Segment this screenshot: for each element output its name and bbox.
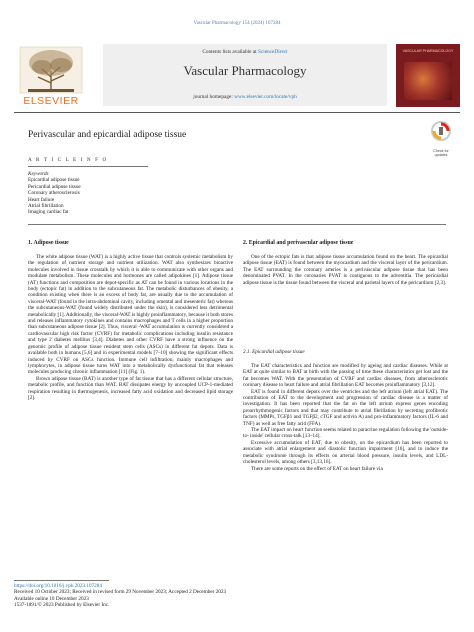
keyword-item: Coronary atherosclerosis: [28, 190, 80, 197]
keywords-block: [28, 171, 158, 216]
paragraph: Brown adipose tissue (BAT) is another type of fat tissue that has a different cellular structure, metabolic profile, and function than WAT. BAT dissipates energy by uncoupled UCP-1-mediated respiration resulting in thermogenesis, increased fatty acid oxidation and decreased lipid storage [2].: [28, 375, 233, 401]
check-updates-icon: [428, 120, 454, 144]
header-rule: [14, 112, 460, 113]
check-for-updates-button[interactable]: [428, 120, 454, 157]
journal-name: Vascular Pharmacology: [183, 63, 307, 78]
journal-cover-image: [396, 44, 460, 107]
cover-title: VASCULAR PHARMACOLOGY: [402, 49, 454, 53]
received-dates: Received 10 October 2023; Received in revised form 29 November 2023; Accepted 2 December 2023: [14, 589, 227, 596]
homepage-prefix: journal homepage:: [193, 94, 235, 100]
section-1-heading: 1. Adipose tissue: [28, 240, 69, 246]
section-1-body: [28, 254, 233, 568]
elsevier-logo: [14, 45, 88, 107]
paragraph: EAT is found in different depots over the ventricles and the left atrium (left atrial EAT). The contribution of EAT to the development and progression of cardiac disease is a matter of investigation. It has been reported that the fat on the left atrium express genes encoding proarrhythmogenic factors and that may contribute to atrial fibrillation by secreting profibrotic factors (MMPs, TGFβ1 and TGFβ2, cTGF and activin A) and pro-inflammatory factors (IL-6 and TNF) as well as free fatty acid (FFA).: [243, 388, 448, 427]
article-footer: [14, 583, 314, 609]
keywords-label: Keywords: [28, 171, 49, 177]
paragraph: The EAT impact on heart function seems related to paracrine regulation following the 'outside-to- inside' cellular cross-talk [13–14].: [243, 427, 448, 440]
keyword-item: Heart failure: [28, 196, 55, 203]
keyword-item: Pericardial adipose tissue: [28, 183, 81, 190]
article-info-rule: [28, 166, 148, 167]
paragraph: Excessive accumulation of EAT, due to obesity, on the epicardium has been reported to associate with atrial enlargement and diastolic function impairment [16], and to induce the metabolic syndrome through its effects on arterial blood pressure, insulin levels, and LDL-cholesterol levels, among others [3,13,16].: [243, 439, 448, 466]
sciencedirect-link[interactable]: ScienceDirect: [257, 49, 288, 55]
paragraph: The EAT characteristics and function are modified by ageing and cardiac diseases. While at EAT at quite similar to BAT at birth with the passing of time these characteristics get lost and the fat becomes WAT. With the presentation of CVRF and cardiac diseases, from atherosclerotic coronary disease to heart failure and atrial fibrillation EAT becomes proinflammatory [3,12].: [243, 363, 448, 389]
keyword-item: Imaging cardiac fat: [28, 209, 69, 216]
footer-rule: [14, 580, 109, 581]
homepage-link[interactable]: www.elsevier.com/locate/vph: [234, 94, 297, 100]
section-rule: [28, 224, 446, 225]
paragraph: One of the ectopic fats is that adipose tissue accumulation found on the heart. The epicardial adipose tissue (EAT) is found between the myocardium and the visceral layer of the pericardium. The EAT surrounding the coronary arteries is a perivascular adipose tissue that has been denominated PVAT. In the coronaries PVAT is contiguous to the adventitia. The pericardial adipose tissue is the tissue found between the visceral and parietal layers of the pericardium [2,3].: [243, 254, 448, 286]
keyword-item: Atrial fibrillation: [28, 203, 64, 210]
contents-line: [103, 49, 387, 55]
publisher-name: ELSEVIER: [23, 95, 79, 107]
article-title: Perivascular and epicardial adipose tissue: [28, 130, 187, 140]
subsection-2-1-heading: 2.1. Epicardial adipose tissue: [243, 349, 305, 355]
paragraph: The white adipose tissue (WAT) is a highly active tissue that controls systemic metabolism by the regulation of nutrient storage and nutrient utilization. WAT also synthesizes bioactive molecules involved in tissue crosstalk by which it is able to communicate with other organs and modulate metabolism. These molecules and hormones are called adipokines [1]. Adipose tissue (AT) functions and composition are depot-specific as AT can be found in various locations in the body (ectopic fat) in addition to the subcutaneous fat. The metabolic disturbances of obesity, a condition existing when there is an excess of body fat, are usually due to the accumulation of visceral-WAT (found in the intra-abdominal cavity, including omental and mesenteric fat) whereas the subcutaneous-WAT (found widely distributed under the skin), is considered less detrimental metabolically [1]. Additionally, the visceral-WAT is highly proinflammatory, because it both stores and releases inflammatory cytokines and contains macrophages and T cells in a higher proportion than subcutaneous adipose tissue [2]. Thus, visceral -WAT accumulation is currently considered a cardiovascular high risk factor (CVRF) for metabolic complications including insulin resistance and type 2 diabetes mellitus [3,4]. Diabetes and other CVRF have a strong influence on the genomic profile of adipose tissue resident stem cells (ASCs) in different fat depots. Data is available both in humans [5,6] and in experimental models [7–10] showing the significant effects induced by CVRF on ASCs function. Immune cell infiltration, mainly macrophages and lymphocytes, in adipose tissue turns WAT into a metabolically dysfunctional fat that releases molecules producing chronic inflammation [11] (Fig. 1).: [28, 254, 233, 376]
section-2-body: [243, 254, 448, 286]
paragraph: There are some reports on the effect of EAT on heart failure via: [251, 465, 383, 472]
article-info-heading: A R T I C L E I N F O: [28, 157, 108, 163]
journal-reference[interactable]: Vascular Pharmacology 154 (2024) 107284: [193, 21, 281, 26]
cover-art: [404, 62, 452, 100]
homepage-line: [103, 94, 387, 100]
copyright: 1537-1891/© 2023 Published by Elsevier Inc.: [14, 602, 110, 609]
doi-link[interactable]: https://doi.org/10.1016/j.vph.2023.107284: [14, 583, 102, 589]
contents-prefix: Contents lists available at: [202, 49, 258, 55]
keyword-item: Epicardial adipose tissue: [28, 177, 80, 184]
check-updates-label: Check for updates: [433, 149, 449, 157]
available-online: Available online 10 December 2023: [14, 595, 89, 602]
section-2-heading: 2. Epicardial and perivascular adipose tissue: [243, 240, 354, 246]
